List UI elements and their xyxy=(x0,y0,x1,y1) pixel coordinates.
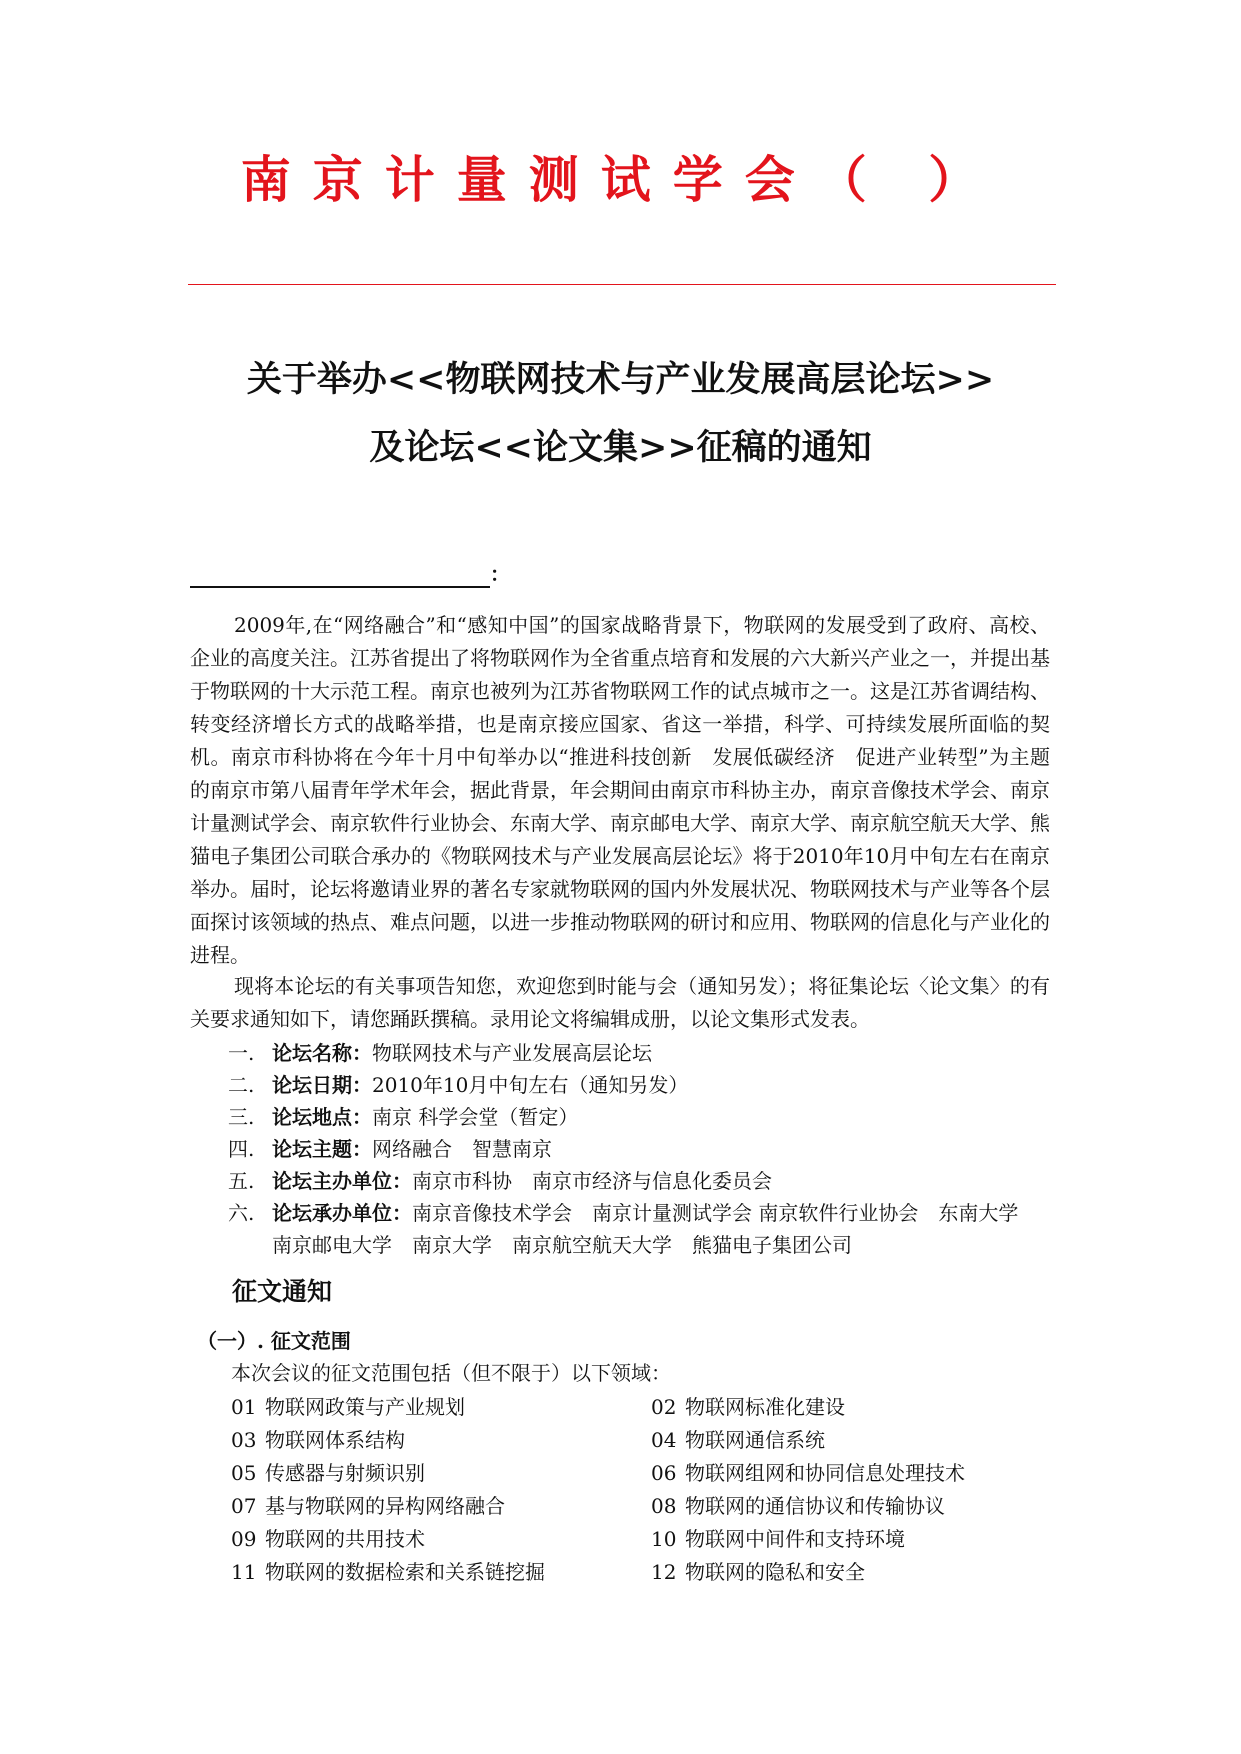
topic-number: 06 xyxy=(651,1461,677,1485)
item-sep: ： xyxy=(392,1201,412,1225)
item-label: 论坛主办单位 xyxy=(272,1169,392,1193)
topic-item xyxy=(231,1391,651,1424)
topic-item xyxy=(231,1523,651,1556)
topic-number: 11 xyxy=(231,1560,257,1584)
item-label: 论坛主题 xyxy=(272,1137,352,1161)
item-label: 论坛地点 xyxy=(272,1105,352,1129)
item-sep: ： xyxy=(352,1137,372,1161)
forum-detail-item xyxy=(228,1037,1058,1069)
item-sep: ： xyxy=(392,1169,412,1193)
forum-detail-item xyxy=(228,1197,1058,1261)
topic-text: 物联网标准化建设 xyxy=(685,1395,845,1419)
topic-number: 10 xyxy=(651,1527,677,1551)
notice-title-line2: 及论坛<<论文集>>征稿的通知 xyxy=(369,427,872,468)
topic-item xyxy=(651,1523,1011,1556)
item-label: 论坛名称 xyxy=(272,1041,352,1065)
item-number: 三. xyxy=(228,1105,255,1129)
item-label: 论坛日期 xyxy=(272,1073,352,1097)
topic-text: 物联网的通信协议和传输协议 xyxy=(685,1494,945,1518)
topic-text: 物联网中间件和支持环境 xyxy=(685,1527,905,1551)
topic-item xyxy=(651,1556,1011,1589)
forum-detail-item xyxy=(228,1165,1058,1197)
item-number: 一. xyxy=(228,1041,255,1065)
topic-item xyxy=(651,1424,1011,1457)
item-sep: ： xyxy=(352,1073,372,1097)
topic-number: 04 xyxy=(651,1428,677,1452)
topic-number: 09 xyxy=(231,1527,257,1551)
topic-item xyxy=(651,1391,1011,1424)
topic-text: 传感器与射频识别 xyxy=(265,1461,425,1485)
topic-number: 08 xyxy=(651,1494,677,1518)
call-for-papers-heading: 征文通知 xyxy=(232,1277,333,1306)
topic-text: 物联网体系结构 xyxy=(265,1428,405,1452)
topic-item xyxy=(231,1556,651,1589)
topic-text: 物联网通信系统 xyxy=(685,1428,825,1452)
topic-number: 03 xyxy=(231,1428,257,1452)
topic-item xyxy=(231,1490,651,1523)
recipient-blank xyxy=(190,562,490,588)
scope-heading: （一）. 征文范围 xyxy=(197,1329,351,1353)
topic-item xyxy=(231,1424,651,1457)
topic-text: 物联网的共用技术 xyxy=(265,1527,425,1551)
topic-text: 物联网的数据检索和关系链挖掘 xyxy=(265,1560,545,1584)
item-value: 2010年10月中旬左右（通知另发） xyxy=(372,1073,689,1097)
topic-text: 物联网的隐私和安全 xyxy=(685,1560,865,1584)
body-paragraph-2: 现将本论坛的有关事项告知您，欢迎您到时能与会（通知另发）；将征集论坛〈论文集〉的有关要求通知如下，请您踊跃撰稿。录用论文将编辑成册，以论文集形式发表。 xyxy=(190,974,1050,1031)
item-number: 四. xyxy=(228,1137,255,1161)
item-number: 二. xyxy=(228,1073,255,1097)
topic-item xyxy=(231,1457,651,1490)
topic-number: 05 xyxy=(231,1461,257,1485)
topic-number: 12 xyxy=(651,1560,677,1584)
topic-item xyxy=(651,1490,1011,1523)
header-divider xyxy=(188,284,1056,285)
topic-text: 物联网政策与产业规划 xyxy=(265,1395,465,1419)
item-value: 南京音像技术学会 南京计量测试学会 南京软件行业协会 东南大学 南京邮电大学 南京大学 南京航空航天大学 熊猫电子集团公司 xyxy=(272,1201,1039,1257)
organization-header: 南京计量测试学会（ ） xyxy=(240,150,1001,209)
forum-detail-item xyxy=(228,1133,1058,1165)
salutation-colon: ： xyxy=(490,562,510,586)
body-paragraph-1: 2009年,在“网络融合”和“感知中国”的国家战略背景下，物联网的发展受到了政府、高校、企业的高度关注。江苏省提出了将物联网作为全省重点培育和发展的六大新兴产业之一，并提出基于物联网的十大示范工程。南京也被列为江苏省物联网工作的试点城市之一。这是江苏省调结构、转变经济增长方式的战略举措，也是南京接应国家、省这一举措，科学、可持续发展所面临的契机。南京市科协将在今年十月中旬举办以“推进科技创新 发展低碳经济 促进产业转型”为主题的南京市第八届青年学术年会，据此背景，年会期间由南京市科协主办，南京音像技术学会、南京计量测试学会、南京软件行业协会、东南大学、南京邮电大学、南京大学、南京航空航天大学、熊猫电子集团公司联合承办的《物联网技术与产业发展高层论坛》将于2010年10月中旬左右在南京举办。届时，论坛将邀请业界的著名专家就物联网的国内外发展状况、物联网技术与产业等各个层面探讨该领域的热点、难点问题，以进一步推动物联网的研讨和应用、物联网的信息化与产业化的进程。 xyxy=(190,613,1050,967)
topic-number: 01 xyxy=(231,1395,257,1419)
topic-text: 物联网组网和协同信息处理技术 xyxy=(685,1461,965,1485)
forum-details-list xyxy=(228,1037,1058,1261)
item-value: 南京市科协 南京市经济与信息化委员会 xyxy=(412,1169,772,1193)
topic-number: 07 xyxy=(231,1494,257,1518)
topic-text: 基与物联网的异构网络融合 xyxy=(265,1494,505,1518)
forum-detail-item xyxy=(228,1101,1058,1133)
topic-item xyxy=(651,1457,1011,1490)
item-value: 物联网技术与产业发展高层论坛 xyxy=(372,1041,652,1065)
item-sep: ： xyxy=(352,1105,372,1129)
scope-intro: 本次会议的征文范围包括（但不限于）以下领域： xyxy=(231,1361,671,1385)
item-sep: ： xyxy=(352,1041,372,1065)
item-value: 网络融合 智慧南京 xyxy=(372,1137,552,1161)
item-number: 六. xyxy=(228,1201,255,1225)
topic-number: 02 xyxy=(651,1395,677,1419)
forum-detail-item xyxy=(228,1069,1058,1101)
topic-list xyxy=(231,1391,1011,1589)
notice-title-line1: 关于举办<<物联网技术与产业发展高层论坛>> xyxy=(246,359,995,400)
salutation xyxy=(190,560,510,588)
item-label: 论坛承办单位 xyxy=(272,1201,392,1225)
item-number: 五. xyxy=(228,1169,255,1193)
item-value: 南京 科学会堂（暂定） xyxy=(372,1105,579,1129)
